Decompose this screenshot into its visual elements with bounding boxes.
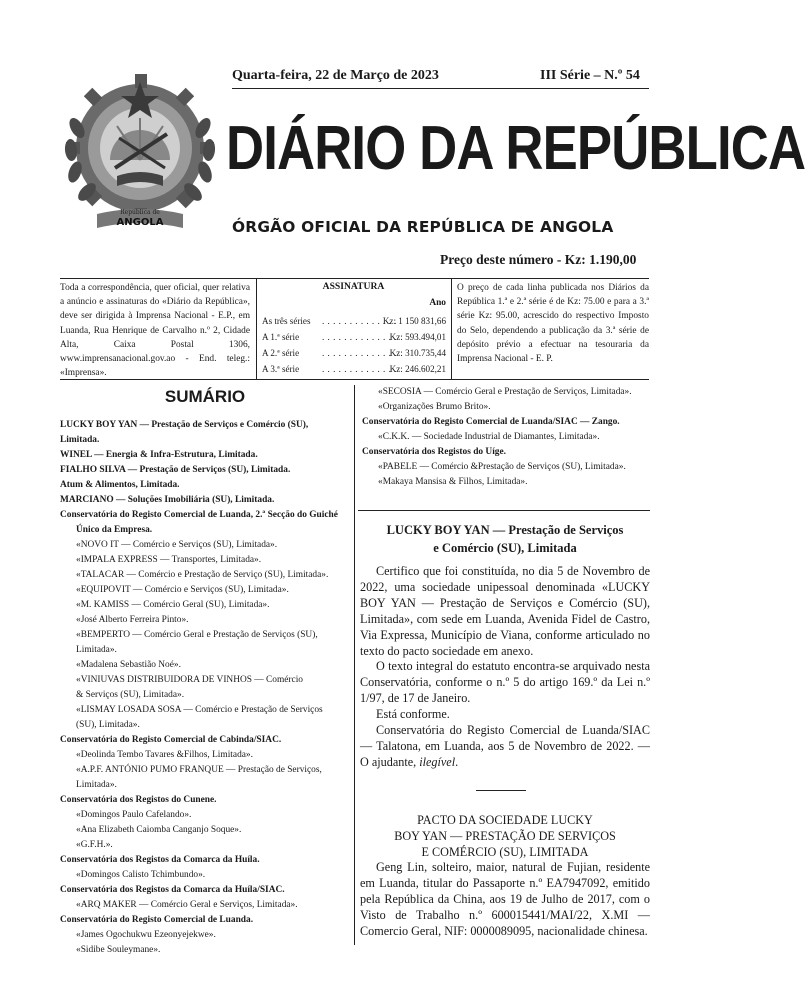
- subscription-value: Kz: 1 150 831,66: [382, 316, 446, 326]
- summary-heading-entry: Conservatória do Registo Comercial de Cabinda/SIAC.: [60, 735, 282, 745]
- info-top-rule: [60, 278, 649, 279]
- summary-entry: «ARQ MAKER — Comércio Geral e Serviços, Limitada».: [76, 900, 298, 910]
- subscription-row: [262, 348, 450, 362]
- emblem-text: ANGOLA: [116, 217, 164, 228]
- issue-price: Preço deste número - Kz: 1.190,00: [440, 252, 637, 267]
- issue-series: III Série – N.º 54: [540, 68, 640, 83]
- summary-heading-entry: Atum & Alimentos, Limitada.: [60, 480, 180, 490]
- summary-heading: SUMÁRIO: [164, 387, 246, 406]
- summary-heading-entry: Único da Empresa.: [76, 525, 153, 535]
- summary-entry: «PABELE — Comércio &Prestação de Serviços (SU), Limitada».: [378, 462, 626, 472]
- separator-rule: [476, 790, 526, 791]
- summary-entry: «IMPALA EXPRESS — Transportes, Limitada».: [76, 555, 262, 565]
- signature-note: ilegível: [419, 754, 456, 769]
- subscription-dots: . . . . . . . . . . . . . .: [322, 316, 397, 326]
- subscription-row: [262, 316, 450, 330]
- header-divider: [232, 88, 649, 89]
- article-title-line: LUCKY BOY YAN — Prestação de Serviços: [386, 523, 624, 537]
- summary-heading-entry: WINEL — Energia & Infra-Estrutura, Limitada.: [60, 450, 258, 460]
- article-paragraph: Certifico que foi constituída, no dia 5 de Novembro de 2022, uma sociedade unipessoal denominada «LUCKY BOY YAN — Prestação de Serviços e Comércio (SU), Limitada», com sede em Luanda, Avenida Fidel de Castro, Via Expressa, Município de Viana, conforme articulado no texto do pacto sociedade em anexo.: [360, 564, 650, 658]
- summary-heading-entry: Conservatória dos Registos da Comarca da Huíla/SIAC.: [60, 885, 285, 895]
- summary-entry: «Makaya Mansisa & Filhos, Limitada».: [378, 477, 528, 487]
- summary-entry: «Sidibe Souleymane».: [76, 945, 161, 955]
- article-title-line: e Comércio (SU), Limitada: [433, 541, 577, 555]
- subscription-year-label: Ano: [429, 298, 446, 308]
- summary-heading-entry: Conservatória dos Registos do Uíge.: [362, 447, 507, 457]
- article-paragraph: O texto integral do estatuto encontra-se arquivado nesta Conservatória, conforme o n.º 5 do artigo 169.º da Lei n.º 1/97, de 17 de Janeiro.: [360, 659, 650, 706]
- price-note: O preço de cada linha publicada nos Diários da República 1.ª e 2.ª série é de Kz: 75.00 e para a 3.ª série Kz: 95.00, acrescido do respectivo Imposto do Selo, dependendo a publicação da 3.ª série de depósito prévio a efectuar na tesouraria da Imprensa Nacional - E. P.: [457, 283, 649, 365]
- subscription-dots: . . . . . . . . . . . . . .: [322, 364, 397, 374]
- summary-entry: «M. KAMISS — Comércio Geral (SU), Limitada».: [76, 600, 270, 610]
- article-paragraph: Está conforme.: [376, 707, 450, 722]
- summary-heading-entry: MARCIANO — Soluções Imobiliária (SU), Limitada.: [60, 495, 275, 505]
- pacto-paragraph: Geng Lin, solteiro, maior, natural de Fujian, residente em Luanda, titular do Passaporte n.º EA7947092, emitido pela República da China, aos 19 de Julho de 2017, com o Visto de Trabalho n.º 600015441/MAI/22, X.MI — Comercio Geral, NIF: 0000089095, nacionalidade chinesa.: [360, 860, 650, 938]
- subscription-value: Kz: 593.494,01: [389, 332, 446, 342]
- subscription-dots: . . . . . . . . . . . . . .: [322, 332, 397, 342]
- subscription-label: A 3.ª série: [262, 364, 300, 374]
- pacto-title-line: BOY YAN — PRESTAÇÃO DE SERVIÇOS: [394, 829, 616, 843]
- masthead-subtitle: ÓRGÃO OFICIAL DA REPÚBLICA DE ANGOLA: [232, 218, 614, 236]
- article-paragraph-text: Conservatória do Registo Comercial de Luanda/SIAC — Talatona, em Luanda, aos 5 de Novembro de 2022. — O ajudante,: [360, 723, 650, 769]
- subscription-label: A 1.ª série: [262, 332, 300, 342]
- pacto-title-line: PACTO DA SOCIEDADE LUCKY: [417, 813, 593, 827]
- summary-entry: «VINIUVAS DISTRIBUIDORA DE VINHOS — Comércio: [76, 675, 303, 685]
- masthead-title: DIÁRIO DA REPÚBLICA: [226, 114, 805, 183]
- summary-heading-entry: LUCKY BOY YAN — Prestação de Serviços e Comércio (SU), Limitada.: [60, 420, 309, 445]
- summary-heading-entry: Conservatória dos Registos da Comarca da Huíla.: [60, 855, 260, 865]
- summary-entry: «A.P.F. ANTÓNIO PUMO FRANQUE — Prestação de Serviços,: [76, 765, 322, 775]
- summary-entry: «BEMPERTO — Comércio Geral e Prestação de Serviços (SU), Limitada».: [76, 630, 318, 655]
- subscription-row: [262, 364, 450, 378]
- subscription-label: As três séries: [262, 316, 311, 326]
- subscription-dots: . . . . . . . . . . . . . .: [322, 348, 397, 358]
- summary-entry: «Organizações Brumo Brito».: [378, 402, 491, 412]
- info-divider-left: [256, 278, 257, 379]
- subscription-title: ASSINATURA: [322, 281, 385, 292]
- summary-entry: (SU), Limitada».: [76, 720, 140, 730]
- summary-entry: «Domingos Paulo Cafelando».: [76, 810, 192, 820]
- summary-heading-entry: Conservatória dos Registos do Cunene.: [60, 795, 217, 805]
- subscription-value: Kz: 310.735,44: [389, 348, 446, 358]
- summary-entry: Limitada».: [76, 780, 117, 790]
- angola-emblem: [55, 68, 215, 240]
- summary-entry: «Deolinda Tembo Tavares &Filhos, Limitada».: [76, 750, 253, 760]
- summary-entry: & Serviços (SU), Limitada».: [76, 690, 185, 700]
- emblem-small-text: República de: [120, 209, 160, 216]
- summary-entry: «NOVO IT — Comércio e Serviços (SU), Limitada».: [76, 540, 278, 550]
- summary-heading-entry: Conservatória do Registo Comercial de Luanda, 2.ª Secção do Guiché: [60, 510, 338, 520]
- summary-entry: «SECOSIA — Comércio Geral e Prestação de Serviços, Limitada».: [378, 387, 632, 397]
- summary-entry: «Ana Elizabeth Caiomba Canganjo Soque».: [76, 825, 242, 835]
- info-divider-right: [451, 278, 452, 379]
- summary-heading-entry: Conservatória do Registo Comercial de Luanda/SIAC — Zango.: [362, 417, 620, 427]
- correspondence-note: Toda a correspondência, quer oficial, quer relativa a anúncio e assinaturas do «Diário da República», deve ser dirigida à Imprensa Nacional - E.P., em Luanda, Rua Henrique de Carvalho n.º 2, Cidade Alta, Caixa Postal 1306, www.imprensanacional.gov.ao - End. teleg.: «Imprensa».: [60, 283, 250, 379]
- column-divider: [354, 385, 355, 945]
- article-body: [360, 564, 650, 771]
- subscription-value: Kz: 246.602,21: [389, 364, 446, 374]
- summary-entry: «Madalena Sebastião Noé».: [76, 660, 181, 670]
- summary-left-column: [60, 418, 348, 958]
- summary-entry: «James Ogochukwu Ezeonyejekwe».: [76, 930, 216, 940]
- summary-heading-entry: Conservatória do Registo Comercial de Luanda.: [60, 915, 254, 925]
- section-rule: [358, 510, 650, 511]
- subscription-row: [262, 332, 450, 346]
- pacto-body: [360, 860, 650, 940]
- summary-right-column: [362, 385, 650, 490]
- summary-entry: «Domingos Calisto Tchimbundo».: [76, 870, 206, 880]
- summary-heading-entry: FIALHO SILVA — Prestação de Serviços (SU), Limitada.: [60, 465, 291, 475]
- summary-entry: «EQUIPOVIT — Comércio e Serviços (SU), Limitada».: [76, 585, 289, 595]
- summary-entry: «C.K.K. — Sociedade Industrial de Diamantes, Limitada».: [378, 432, 600, 442]
- summary-entry: «TALACAR — Comércio e Prestação de Serviço (SU), Limitada».: [76, 570, 329, 580]
- article-title: [360, 521, 650, 557]
- subscription-label: A 2.ª série: [262, 348, 300, 358]
- summary-entry: «G.F.H.».: [76, 840, 113, 850]
- pacto-title-line: E COMÉRCIO (SU), LIMITADA: [421, 845, 589, 859]
- issue-date: Quarta-feira, 22 de Março de 2023: [232, 68, 439, 83]
- article-paragraph: Conservatória do Registo Comercial de Luanda/SIAC — Talatona, em Luanda, aos 5 de Novembro de 2022. — O ajudante, ilegível.: [360, 723, 650, 769]
- emblem-icon: [55, 68, 215, 240]
- summary-entry: «José Alberto Ferreira Pinto».: [76, 615, 189, 625]
- pacto-title: [360, 812, 650, 860]
- summary-entry: «LISMAY LOSADA SOSA — Comércio e Prestação de Serviços: [76, 705, 323, 715]
